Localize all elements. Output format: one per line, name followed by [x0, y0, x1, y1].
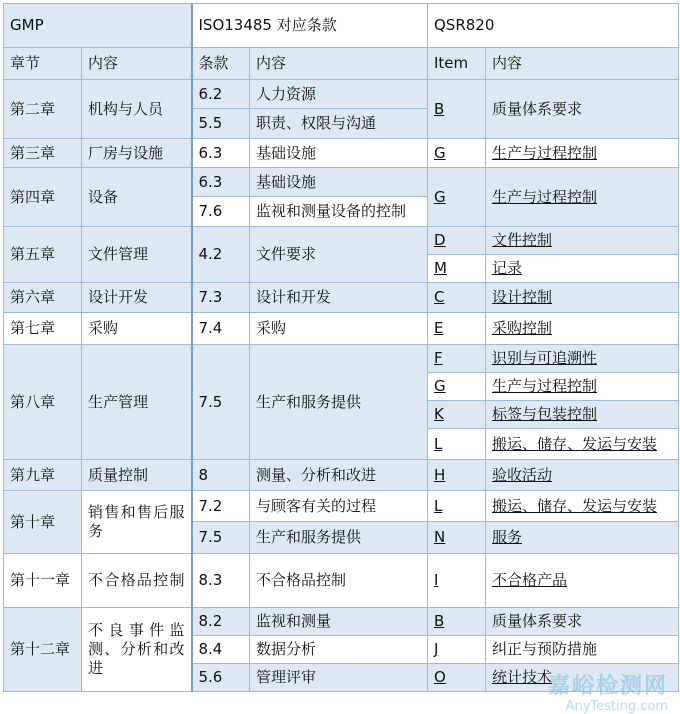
clause-cell: 7.5 — [192, 522, 250, 554]
watermark-logo: 嘉峪检测网 — [547, 674, 668, 699]
gmp-content-cell: 设备 — [82, 168, 192, 227]
qsr-content-cell: 纠正与预防措施 — [486, 636, 679, 664]
item-cell: L — [428, 429, 486, 460]
gmp-content-cell: 质量控制 — [82, 460, 192, 491]
qsr-content-cell: 生产与过程控制 — [486, 139, 679, 168]
iso-content-cell: 数据分析 — [250, 636, 428, 664]
qsr-content-cell: 采购控制 — [486, 313, 679, 345]
gmp-content-cell: 销售和售后服务 — [82, 491, 192, 554]
gmp-header: GMP — [4, 4, 192, 48]
iso-content-cell: 人力资源 — [250, 80, 428, 109]
chapter-cell: 第六章 — [4, 283, 82, 313]
clause-cell: 7.5 — [192, 345, 250, 460]
gmp-content-cell: 不良事件监测、分析和改进 — [82, 608, 192, 692]
qsr-content-cell: 记录 — [486, 255, 679, 283]
clause-cell: 6.3 — [192, 168, 250, 197]
gmp-content-cell: 厂房与设施 — [82, 139, 192, 168]
chapter-cell: 第四章 — [4, 168, 82, 227]
clause-cell: 8 — [192, 460, 250, 491]
gmp-content-cell: 文件管理 — [82, 227, 192, 283]
chapter-cell: 第十一章 — [4, 554, 82, 608]
item-cell: E — [428, 313, 486, 345]
iso-content-cell: 文件要求 — [250, 227, 428, 283]
item-cell: I — [428, 554, 486, 608]
item-subheader: Item — [428, 48, 486, 80]
gmp-content-cell: 生产管理 — [82, 345, 192, 460]
chapter-cell: 第三章 — [4, 139, 82, 168]
qsr-content-subheader: 内容 — [486, 48, 679, 80]
item-cell: N — [428, 522, 486, 554]
gmp-content-cell: 不合格品控制 — [82, 554, 192, 608]
qsr-content-cell: 搬运、储存、发运与安装 — [486, 491, 679, 522]
watermark-url: AnyTesting.com — [565, 699, 668, 714]
item-cell: B — [428, 608, 486, 636]
chapter-cell: 第二章 — [4, 80, 82, 139]
chapter-cell: 第九章 — [4, 460, 82, 491]
gmp-content-subheader: 内容 — [82, 48, 192, 80]
item-cell: J — [428, 636, 486, 664]
item-cell: K — [428, 401, 486, 429]
item-cell: C — [428, 283, 486, 313]
clause-cell: 7.3 — [192, 283, 250, 313]
iso-content-cell: 不合格品控制 — [250, 554, 428, 608]
clause-cell: 8.2 — [192, 608, 250, 636]
iso-content-cell: 职责、权限与沟通 — [250, 109, 428, 139]
clause-cell: 5.5 — [192, 109, 250, 139]
qsr-content-cell: 不合格产品 — [486, 554, 679, 608]
iso-content-cell: 与顾客有关的过程 — [250, 491, 428, 522]
item-cell: L — [428, 491, 486, 522]
chapter-cell: 第七章 — [4, 313, 82, 345]
item-cell: D — [428, 227, 486, 255]
iso-content-cell: 监视和测量 — [250, 608, 428, 636]
clause-cell: 4.2 — [192, 227, 250, 283]
gmp-content-cell: 采购 — [82, 313, 192, 345]
gmp-content-cell: 设计开发 — [82, 283, 192, 313]
qsr-content-cell: 标签与包装控制 — [486, 401, 679, 429]
iso-content-cell: 生产和服务提供 — [250, 522, 428, 554]
chapter-subheader: 章节 — [4, 48, 82, 80]
clause-cell: 7.6 — [192, 197, 250, 227]
qsr-content-cell: 搬运、储存、发运与安装 — [486, 429, 679, 460]
qsr-content-cell: 质量体系要求 — [486, 608, 679, 636]
iso-content-cell: 基础设施 — [250, 139, 428, 168]
chapter-cell: 第十二章 — [4, 608, 82, 692]
qsr-content-cell: 生产与过程控制 — [486, 373, 679, 401]
iso-content-cell: 采购 — [250, 313, 428, 345]
item-cell: B — [428, 80, 486, 139]
item-cell: H — [428, 460, 486, 491]
iso-content-cell: 设计和开发 — [250, 283, 428, 313]
clause-subheader: 条款 — [192, 48, 250, 80]
qsr-content-cell: 识别与可追溯性 — [486, 345, 679, 373]
qsr-content-cell: 文件控制 — [486, 227, 679, 255]
iso-content-cell: 基础设施 — [250, 168, 428, 197]
item-cell: M — [428, 255, 486, 283]
gmp-content-cell: 机构与人员 — [82, 80, 192, 139]
chapter-cell: 第十章 — [4, 491, 82, 554]
iso-content-subheader: 内容 — [250, 48, 428, 80]
clause-cell: 5.6 — [192, 664, 250, 692]
qsr-content-cell: 统计技术 — [486, 664, 679, 692]
item-cell: O — [428, 664, 486, 692]
clause-cell: 6.2 — [192, 80, 250, 109]
qsr-content-cell: 验收活动 — [486, 460, 679, 491]
chapter-cell: 第八章 — [4, 345, 82, 460]
clause-cell: 6.3 — [192, 139, 250, 168]
qsr-content-cell: 生产与过程控制 — [486, 168, 679, 227]
chapter-cell: 第五章 — [4, 227, 82, 283]
item-cell: G — [428, 168, 486, 227]
item-cell: G — [428, 373, 486, 401]
item-cell: F — [428, 345, 486, 373]
iso-content-cell: 管理评审 — [250, 664, 428, 692]
iso-content-cell: 测量、分析和改进 — [250, 460, 428, 491]
qsr-content-cell: 质量体系要求 — [486, 80, 679, 139]
qsr-content-cell: 服务 — [486, 522, 679, 554]
iso-content-cell: 生产和服务提供 — [250, 345, 428, 460]
iso-header: ISO13485 对应条款 — [192, 4, 428, 48]
clause-cell: 7.4 — [192, 313, 250, 345]
clause-cell: 8.4 — [192, 636, 250, 664]
iso-content-cell: 监视和测量设备的控制 — [250, 197, 428, 227]
item-cell: G — [428, 139, 486, 168]
clause-cell: 8.3 — [192, 554, 250, 608]
qsr-header: QSR820 — [428, 4, 679, 48]
gmp-iso-qsr-comparison-table — [3, 3, 679, 692]
clause-cell: 7.2 — [192, 491, 250, 522]
qsr-content-cell: 设计控制 — [486, 283, 679, 313]
